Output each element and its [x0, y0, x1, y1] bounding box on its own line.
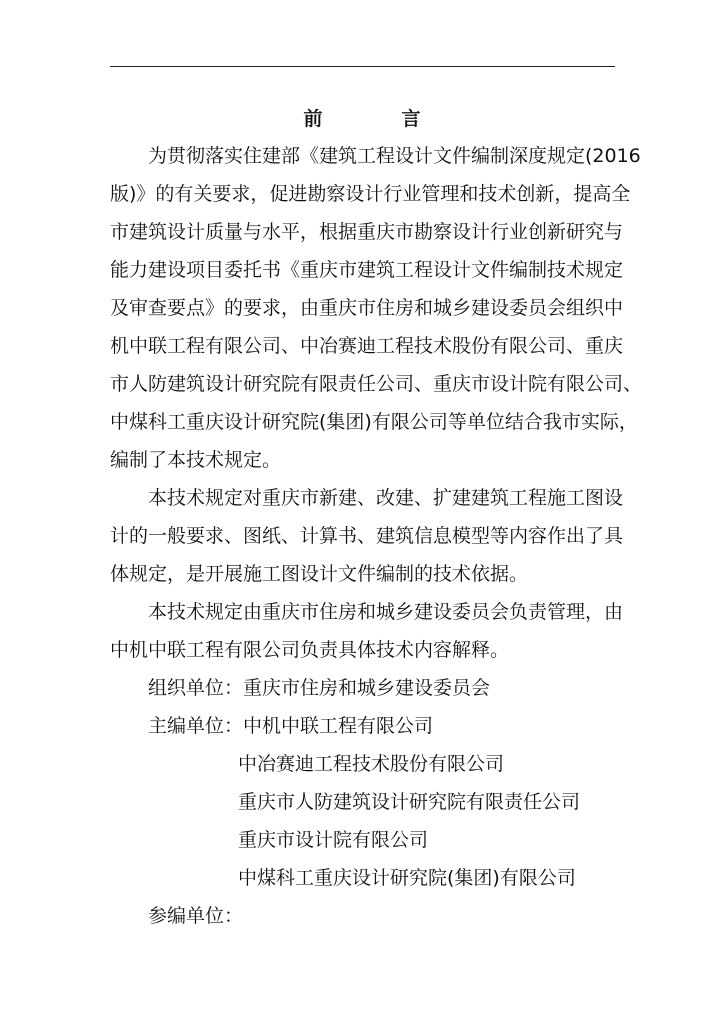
paragraph-2-line-3: 体规定，是开展施工图设计文件编制的技术依据。	[110, 563, 529, 585]
chief-editor-unit-1: 中机中联工程有限公司	[243, 715, 434, 737]
paragraph-1-line-5: 及审查要点》的要求，由重庆市住房和城乡建设委员会组织中	[110, 297, 624, 319]
participants-label: 参编单位：	[148, 905, 244, 927]
paragraph-2-line-2: 计的一般要求、图纸、计算书、建筑信息模型等内容作出了具	[110, 525, 624, 547]
chief-editors-row	[148, 714, 433, 738]
header-rule	[110, 66, 615, 67]
paragraph-1-line-7: 市人防建筑设计研究院有限责任公司、重庆市设计院有限公司、	[110, 373, 643, 395]
paragraph-1-line-9: 编制了本技术规定。	[110, 449, 282, 471]
paragraph-1-line-6: 机中联工程有限公司、中冶赛迪工程技术股份有限公司、重庆	[110, 335, 624, 357]
paragraph-1-line-8: 中煤科工重庆设计研究院(集团)有限公司等单位结合我市实际，	[110, 411, 638, 433]
organizer-label: 组织单位：	[148, 677, 244, 699]
chief-editor-unit-5: 中煤科工重庆设计研究院(集团)有限公司	[238, 867, 576, 889]
paragraph-2-line-1: 本技术规定对重庆市新建、改建、扩建建筑工程施工图设	[148, 487, 624, 509]
organizer-row	[148, 676, 490, 700]
paragraph-1-line-4: 能力建设项目委托书《重庆市建筑工程设计文件编制技术规定	[110, 259, 624, 281]
paragraph-1-line-3: 市建筑设计质量与水平，根据重庆市勘察设计行业创新研究与	[110, 221, 624, 243]
chief-editor-unit-4: 重庆市设计院有限公司	[238, 829, 429, 851]
chief-editors-label: 主编单位：	[148, 715, 244, 737]
paragraph-1-line-1: 为贯彻落实住建部《建筑工程设计文件编制深度规定(2016	[148, 145, 641, 167]
chief-editor-unit-3: 重庆市人防建筑设计研究院有限责任公司	[238, 791, 581, 813]
paragraph-3-line-1: 本技术规定由重庆市住房和城乡建设委员会负责管理，由	[148, 601, 624, 623]
organizer-value: 重庆市住房和城乡建设委员会	[243, 677, 491, 699]
page-title: 前 言	[303, 108, 451, 130]
paragraph-1-line-2: 版)》的有关要求，促进勘察设计行业管理和技术创新，提高全	[110, 183, 631, 205]
chief-editor-unit-2: 中冶赛迪工程技术股份有限公司	[238, 753, 505, 775]
paragraph-3-line-2: 中机中联工程有限公司负责具体技术内容解释。	[110, 639, 510, 661]
